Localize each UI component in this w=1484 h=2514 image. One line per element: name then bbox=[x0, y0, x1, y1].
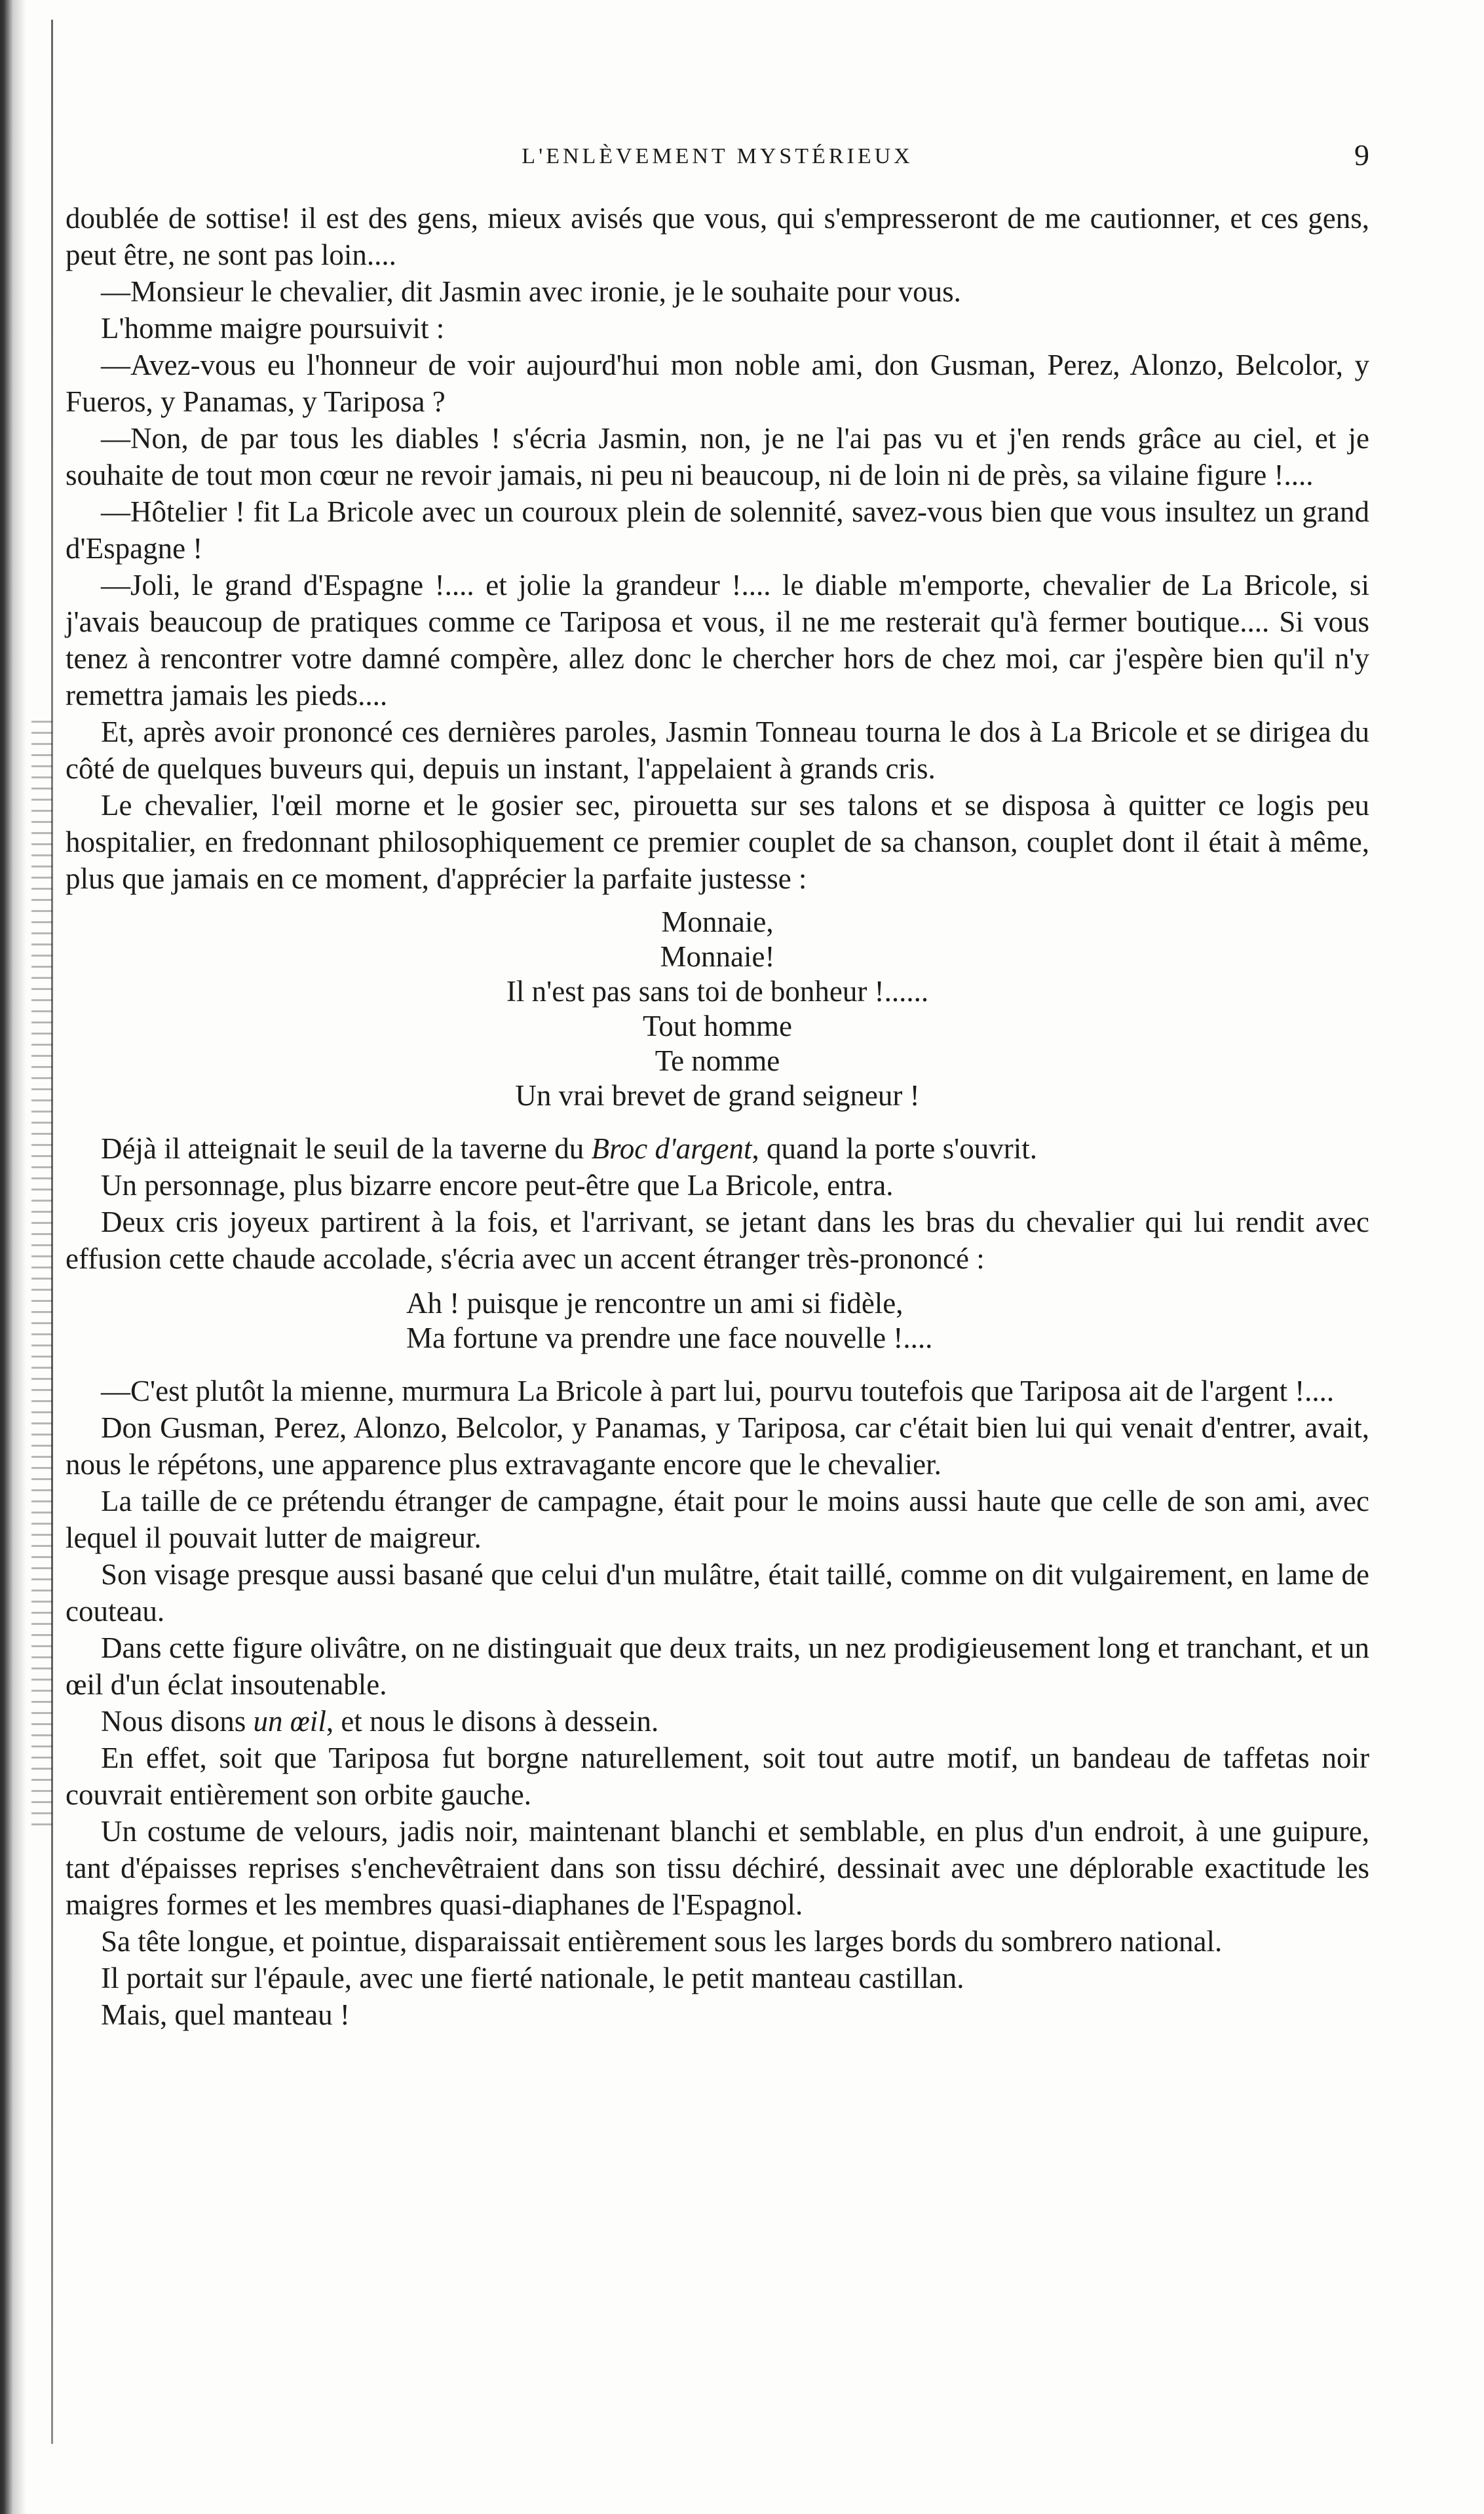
binding-shadow bbox=[0, 0, 26, 2514]
paragraph: Et, après avoir prononcé ces dernières paroles, Jasmin Tonneau tourna le dos à La Bricole et se dirigea du côté de quelques buveurs qui, depuis un instant, l'appelaient à grands cris. bbox=[66, 715, 1369, 785]
paragraph: Le chevalier, l'œil morne et le gosier sec, pirouetta sur ses talons et se disposa à quitter ce logis peu hospitalier, en fredonnant philosophiquement ce premier couplet de sa chanson, couplet dont il était à même, plus que jamais en ce moment, d'apprécier la parfaite justesse : bbox=[66, 789, 1369, 895]
paragraph: —Non, de par tous les diables ! s'écria Jasmin, non, je ne l'ai pas vu et j'en rends grâce au ciel, et je souhaite de tout mon cœur ne revoir jamais, ni peu ni beaucoup, ni de loin ni de près, sa vilaine figure !.... bbox=[66, 422, 1369, 491]
verse-line: Un vrai brevet de grand seigneur ! bbox=[515, 1079, 920, 1112]
verse-line: Tout homme bbox=[642, 1010, 793, 1042]
verse-line: Te nomme bbox=[655, 1044, 780, 1077]
running-title: L'ENLÈVEMENT MYSTÉRIEUX bbox=[522, 144, 913, 168]
couplet bbox=[66, 1286, 1369, 1356]
paragraph: —Joli, le grand d'Espagne !.... et jolie la grandeur !.... le diable m'emporte, chevalier de La Bricole, si j'avais beaucoup de pratiques comme ce Tariposa et vous, il ne me resterait qu'à fermer boutique.... Si vous tenez à rencontrer votre damné compère, allez donc le chercher hors de chez moi, car j'espère bien qu'il n'y remettra jamais les pieds.... bbox=[66, 569, 1369, 712]
paragraph: L'homme maigre poursuivit : bbox=[101, 312, 445, 345]
verse-line: Ma fortune va prendre une face nouvelle !.... bbox=[406, 1322, 933, 1354]
paragraph: doublée de sottise! il est des gens, mieux avisés que vous, qui s'empresseront de me cautionner, et ces gens, peut être, ne sont pas loin.... bbox=[66, 202, 1369, 271]
paragraph: Dans cette figure olivâtre, on ne distinguait que deux traits, un nez prodigieusement long et tranchant, et un œil d'un éclat insoutenable. bbox=[66, 1631, 1369, 1701]
text-run: , et nous le disons à dessein. bbox=[326, 1705, 659, 1738]
paragraph: Deux cris joyeux partirent à la fois, et l'arrivant, se jetant dans les bras du chevalier qui lui rendit avec effusion cette chaude accolade, s'écria avec un accent étranger très-prononcé : bbox=[66, 1206, 1369, 1275]
paragraph bbox=[66, 1130, 1369, 1167]
paragraph: Il portait sur l'épaule, avec une fierté nationale, le petit manteau castillan. bbox=[101, 1962, 964, 1994]
paragraph: En effet, soit que Tariposa fut borgne naturellement, soit tout autre motif, un bandeau de taffetas noir couvrait entièrement son orbite gauche. bbox=[66, 1742, 1369, 1811]
song-verse bbox=[66, 905, 1369, 1113]
paragraph bbox=[66, 1703, 1369, 1740]
paragraph: —Hôtelier ! fit La Bricole avec un couroux plein de solennité, savez-vous bien que vous insultez un grand d'Espagne ! bbox=[66, 495, 1369, 565]
paragraph: Sa tête longue, et pointue, disparaissait entièrement sous les larges bords du sombrero national. bbox=[101, 1925, 1223, 1958]
paragraph: Don Gusman, Perez, Alonzo, Belcolor, y Panamas, y Tariposa, car c'était bien lui qui venait d'entrer, avait, nous le répétons, une apparence plus extravagante encore que le chevalier. bbox=[66, 1411, 1369, 1481]
binding-speckle bbox=[31, 721, 52, 1835]
text-run: Déjà il atteignait le seuil de la taverne du bbox=[101, 1132, 592, 1165]
verse-line: Il n'est pas sans toi de bonheur !...... bbox=[506, 975, 929, 1008]
page-header bbox=[66, 138, 1369, 183]
paragraph: Son visage presque aussi basané que celui d'un mulâtre, était taillé, comme on dit vulgairement, en lame de couteau. bbox=[66, 1558, 1369, 1628]
paragraph: La taille de ce prétendu étranger de campagne, était pour le moins aussi haute que celle de son ami, avec lequel il pouvait lutter de maigreur. bbox=[66, 1485, 1369, 1554]
italic-text: un œil bbox=[253, 1705, 326, 1738]
italic-text: Broc d'argent bbox=[591, 1132, 752, 1165]
text-run: Nous disons bbox=[101, 1705, 254, 1738]
verse-line: Monnaie, bbox=[661, 905, 774, 938]
paragraph: —Avez-vous eu l'honneur de voir aujourd'hui mon noble ami, don Gusman, Perez, Alonzo, Belcolor, y Fueros, y Panamas, y Tariposa ? bbox=[66, 349, 1369, 418]
paragraph: Un costume de velours, jadis noir, maintenant blanchi et semblable, en plus d'un endroit, à une guipure, tant d'épaisses reprises s'enchevêtraient dans son tissu déchiré, dessinait avec une déplorable exactitude les maigres formes et les membres quasi-diaphanes de l'Espagnol. bbox=[66, 1815, 1369, 1921]
verse-line: Ah ! puisque je rencontre un ami si fidèle, bbox=[406, 1287, 904, 1320]
paragraph: —C'est plutôt la mienne, murmura La Bricole à part lui, pourvu toutefois que Tariposa ait de l'argent !.... bbox=[101, 1375, 1335, 1407]
paragraph: —Monsieur le chevalier, dit Jasmin avec ironie, je le souhaite pour vous. bbox=[101, 275, 961, 308]
page-number: 9 bbox=[1354, 138, 1369, 172]
text-run: , quand la porte s'ouvrit. bbox=[752, 1132, 1037, 1165]
paragraph: Mais, quel manteau ! bbox=[101, 1998, 350, 2031]
verse-line: Monnaie! bbox=[660, 940, 775, 973]
paragraph: Un personnage, plus bizarre encore peut-être que La Bricole, entra. bbox=[101, 1169, 894, 1202]
body-text bbox=[66, 200, 1369, 2033]
